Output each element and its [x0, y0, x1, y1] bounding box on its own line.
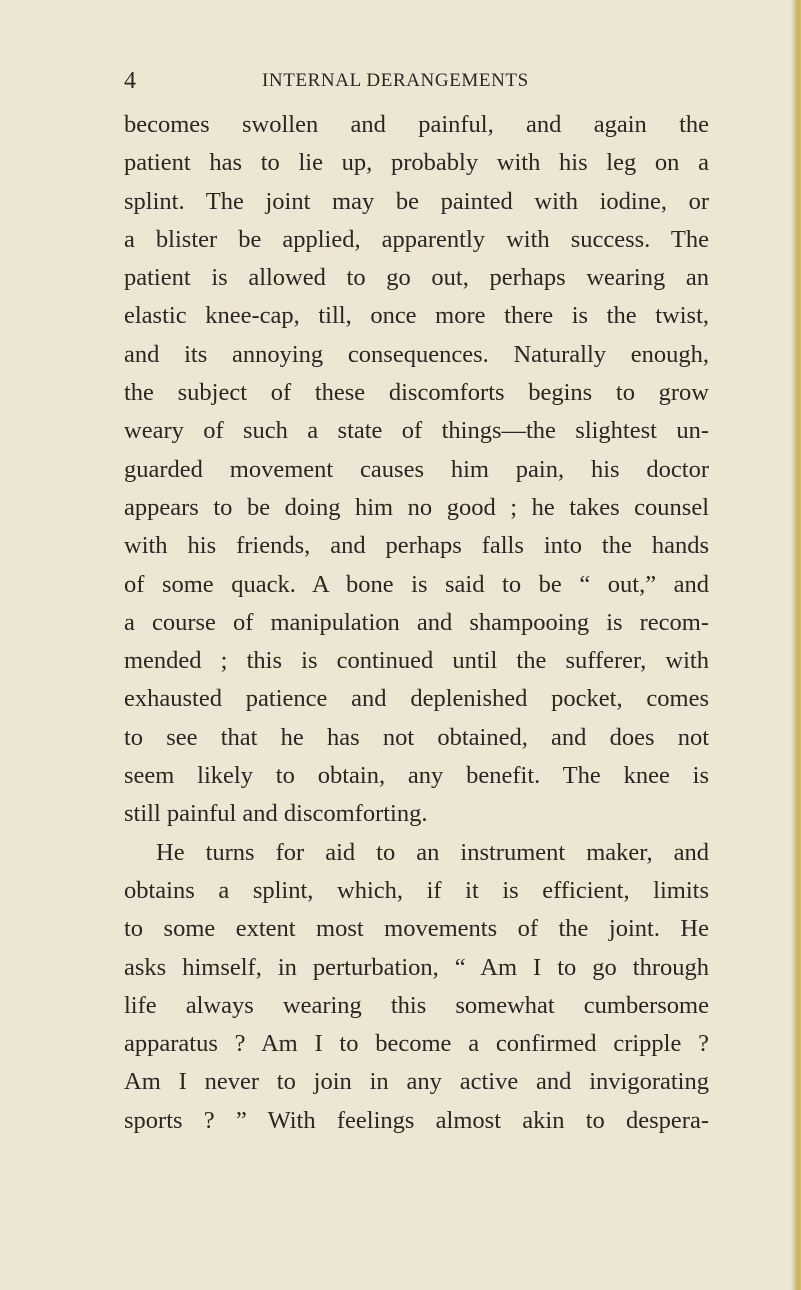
text-line: splint. The joint may be painted with iodine, or — [124, 187, 709, 215]
text-line: He turns for aid to an instrument maker, and — [156, 838, 709, 866]
text-line: seem likely to obtain, any benefit. The knee is — [124, 762, 709, 790]
page-edge-gilt — [791, 0, 801, 1290]
page-header — [0, 66, 801, 96]
text-line: life always wearing this somewhat cumbersome — [124, 991, 709, 1019]
text-line: still painful and discomforting. — [124, 800, 428, 828]
text-line: obtains a splint, which, if it is efficient, limits — [124, 876, 709, 904]
text-line: mended ; this is continued until the sufferer, with — [124, 647, 709, 675]
text-line: appears to be doing him no good ; he takes counsel — [124, 493, 709, 521]
text-line: a blister be applied, apparently with success. The — [124, 225, 709, 253]
text-line: sports ? ” With feelings almost akin to despera- — [124, 1106, 709, 1134]
text-line: guarded movement causes him pain, his doctor — [124, 455, 709, 483]
text-line: to some extent most movements of the joint. He — [124, 915, 709, 943]
text-line: elastic knee-cap, till, once more there is the twist, — [124, 302, 709, 330]
text-line: a course of manipulation and shampooing is recom- — [124, 608, 709, 636]
text-line: with his friends, and perhaps falls into the hands — [124, 532, 709, 560]
text-line: Am I never to join in any active and invigorating — [124, 1068, 709, 1096]
text-line: patient is allowed to go out, perhaps wearing an — [124, 264, 709, 292]
text-line: exhausted patience and deplenished pocket, comes — [124, 685, 709, 713]
text-line: apparatus ? Am I to become a confirmed cripple ? — [124, 1030, 709, 1058]
text-line: of some quack. A bone is said to be “ out,” and — [124, 570, 709, 598]
running-head: INTERNAL DERANGEMENTS — [262, 70, 529, 91]
text-line: becomes swollen and painful, and again the — [124, 111, 709, 138]
text-line: asks himself, in perturbation, “ Am I to go through — [124, 953, 709, 981]
text-line: to see that he has not obtained, and does not — [124, 723, 709, 751]
text-line: weary of such a state of things—the slightest un- — [124, 417, 709, 445]
page-number: 4 — [124, 68, 136, 94]
text-line: the subject of these discomforts begins to grow — [124, 379, 709, 407]
text-line: patient has to lie up, probably with his leg on a — [124, 149, 709, 177]
text-line: and its annoying consequences. Naturally enough, — [124, 340, 709, 368]
body-text — [124, 106, 709, 1140]
